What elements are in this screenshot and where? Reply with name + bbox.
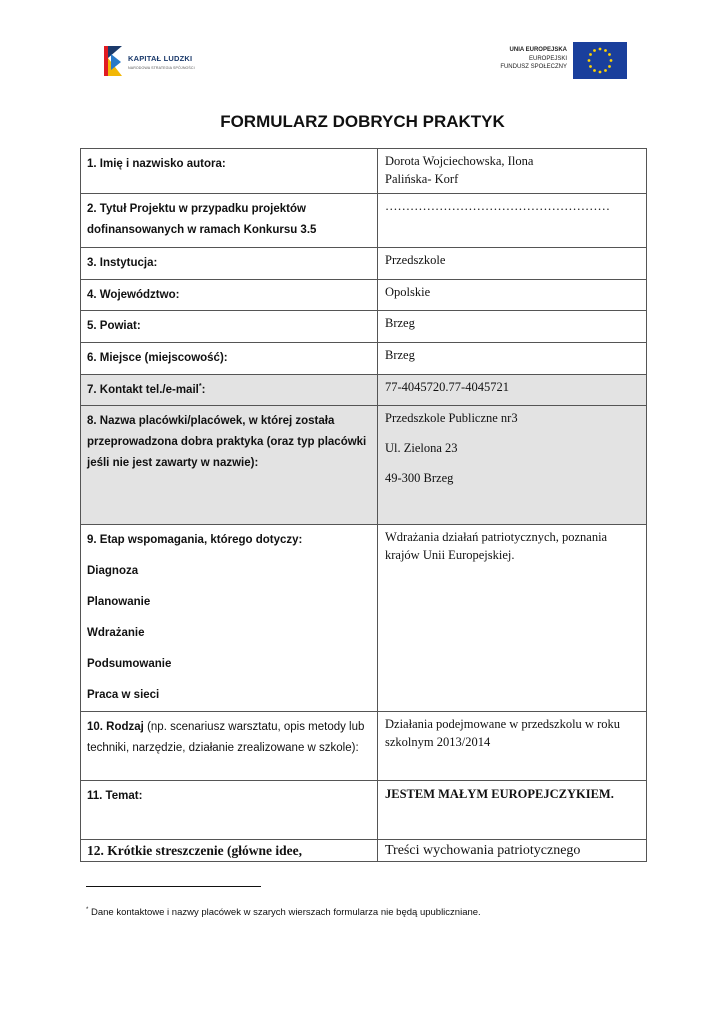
contact-footnote-marker: * — [198, 383, 202, 391]
footnote-text: Dane kontaktowe i nazwy placówek w szarych wierszach formularza nie będą upubliczniane. — [88, 907, 481, 918]
type-value: Działania podejmowane w przedszkolu w roku szkolnym 2013/2014 — [378, 712, 647, 781]
type-label-rest: (np. scenariusz warsztatu, opis metody lub techniki, narzędzie, działanie zrealizowane w szkole): — [87, 721, 365, 754]
eu-logo — [487, 42, 627, 82]
voivodeship-label: 4. Województwo: — [81, 280, 378, 311]
form-title: FORMULARZ DOBRYCH PRAKTYK — [220, 112, 505, 131]
eu-logo-line1: UNIA EUROPEJSKA — [509, 47, 567, 53]
topic-label: 11. Temat: — [81, 781, 378, 840]
form-row-voivodeship — [81, 280, 647, 311]
form-row-contact — [81, 375, 647, 406]
kapital-ludzki-logo-icon — [102, 44, 124, 78]
contact-label-text: 7. Kontakt tel./e-mail — [87, 384, 199, 396]
form-row-topic — [81, 781, 647, 840]
kapital-ludzki-logo — [102, 44, 212, 80]
topic-value: JESTEM MAŁYM EUROPEJCZYKIEM. — [378, 781, 647, 840]
county-label: 5. Powiat: — [81, 311, 378, 343]
stage-option-podsumowanie: Podsumowanie — [87, 658, 172, 670]
form-row-project-title — [81, 194, 647, 248]
eu-logo-line2: EUROPEJSKI — [528, 55, 567, 62]
author-value-line1: Dorota Wojciechowska, Ilona — [385, 154, 534, 168]
kapital-ludzki-title: KAPITAŁ LUDZKI — [128, 54, 193, 63]
school-name-value-line2: Ul. Zielona 23 — [385, 441, 458, 455]
eu-flag-icon — [573, 42, 627, 79]
school-name-value — [378, 406, 647, 525]
contact-label-suffix: : — [201, 384, 206, 396]
institution-value: Przedszkole — [378, 248, 647, 280]
place-value: Brzeg — [378, 343, 647, 375]
school-name-value-line3: 49-300 Brzeg — [385, 471, 454, 485]
type-label-bold: 10. Rodzaj — [87, 721, 144, 733]
project-title-label: 2. Tytuł Projektu w przypadku projektów dofinansowanych w ramach Konkursu 3.5 — [81, 194, 378, 248]
form-row-place — [81, 343, 647, 375]
form-row-author — [81, 149, 647, 194]
form-row-stage — [81, 525, 647, 712]
type-label — [81, 712, 378, 781]
voivodeship-value: Opolskie — [378, 280, 647, 311]
stage-value: Wdrażania działań patriotycznych, poznania krajów Unii Europejskiej. — [378, 525, 647, 712]
footnote-marker: * — [86, 906, 89, 913]
author-value — [378, 149, 647, 194]
stage-option-praca-w-sieci: Praca w sieci — [87, 689, 160, 701]
form-row-institution — [81, 248, 647, 280]
eu-logo-text — [500, 46, 567, 72]
form-row-type — [81, 712, 647, 781]
form-row-summary — [81, 840, 647, 862]
stage-option-diagnoza: Diagnoza — [87, 565, 139, 577]
kapital-ludzki-subtitle: NARODOWA STRATEGIA SPÓJNOŚCI — [128, 66, 195, 70]
footnote-separator — [86, 886, 261, 887]
school-name-label: 8. Nazwa placówki/placówek, w której została przeprowadzona dobra praktyka (oraz typ placówki jeśli nie jest zawarty w nazwie): — [81, 406, 378, 525]
contact-value: 77-4045720.77-4045721 — [378, 375, 647, 406]
project-title-value: ……………………………………………… — [378, 194, 647, 248]
form-row-school-name — [81, 406, 647, 525]
stage-option-planowanie: Planowanie — [87, 596, 151, 608]
place-label: 6. Miejsce (miejscowość): — [81, 343, 378, 375]
institution-label: 3. Instytucja: — [81, 248, 378, 280]
summary-value: Treści wychowania patriotycznego — [378, 840, 647, 862]
stage-label-cell — [81, 525, 378, 712]
stage-option-wdrazanie: Wdrażanie — [87, 627, 145, 639]
contact-label — [81, 375, 378, 406]
form-table — [80, 148, 647, 862]
school-name-value-line1: Przedszkole Publiczne nr3 — [385, 411, 518, 425]
form-row-county — [81, 311, 647, 343]
summary-label: 12. Krótkie streszczenie (główne idee, — [81, 840, 378, 862]
author-label: 1. Imię i nazwisko autora: — [81, 149, 378, 194]
footnote — [86, 907, 481, 918]
county-value: Brzeg — [378, 311, 647, 343]
eu-logo-line3: FUNDUSZ SPOŁECZNY — [500, 64, 567, 70]
stage-label: 9. Etap wspomagania, którego dotyczy: — [87, 534, 303, 546]
author-value-line2: Palińska- Korf — [385, 172, 459, 186]
